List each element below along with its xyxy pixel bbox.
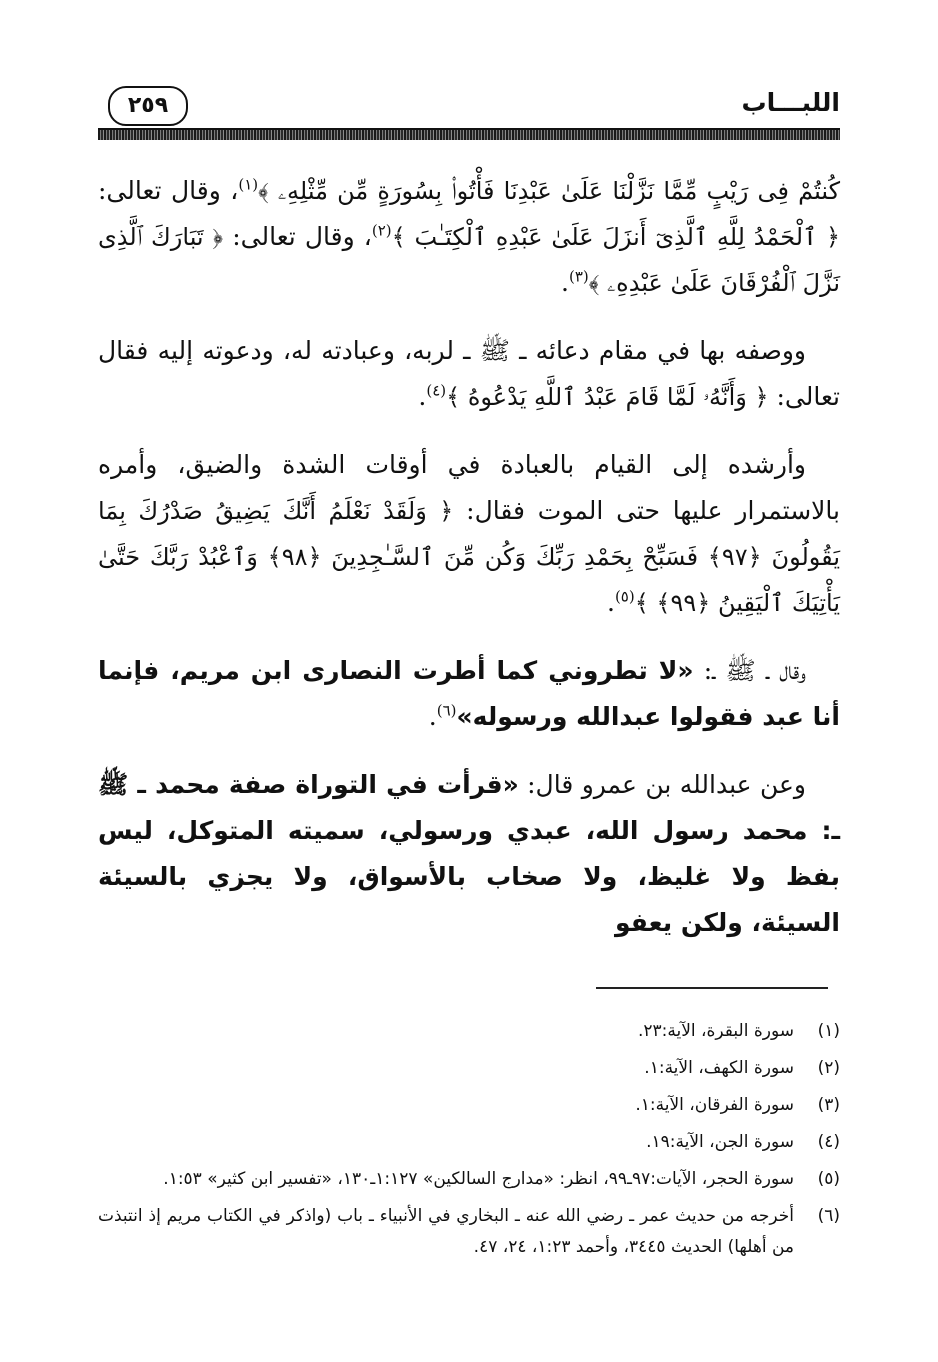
footnote-number: (٢) <box>817 1058 840 1078</box>
footnote-item <box>98 1127 840 1158</box>
footnote-ref[interactable]: (٦) <box>436 701 457 720</box>
footnote-text: سورة الكهف، الآية:١. <box>644 1058 794 1078</box>
text-run: ووصفه بها في مقام دعائه ـ ﷺ ـ لربه، وعبادته له، ودعوته إليه فقال تعالى: <box>98 336 840 411</box>
text-run: ، وقال تعالى: <box>98 176 239 205</box>
quran-verse: ﴿ ٱلْحَمْدُ لِلَّهِ ٱلَّذِىٓ أَنزَلَ عَلَىٰ عَبْدِهِ ٱلْكِتَـٰبَ ﴾ <box>391 223 841 251</box>
footnote-ref[interactable]: (٤) <box>426 381 447 400</box>
footnote-text: سورة الحجر، الآيات:٩٧ـ٩٩، انظر: «مدارج السالكين» ١:١٢٧ـ١٣٠، «تفسير ابن كثير» ١:٥٣. <box>163 1169 794 1189</box>
running-title: اللبـــاب <box>741 88 840 117</box>
text-run: وعن عبدالله بن عمرو قال: <box>518 770 806 799</box>
text-run: . <box>561 268 569 297</box>
footnote-number: (٣) <box>817 1095 840 1115</box>
footnote-ref[interactable]: (٣) <box>568 267 589 286</box>
text-run: . <box>606 588 615 617</box>
header-decorative-band <box>98 130 840 140</box>
footnote-number: (٤) <box>817 1132 840 1152</box>
footnote-item <box>98 1090 840 1121</box>
footnote-item <box>98 1053 840 1084</box>
footnote-item <box>98 1164 840 1195</box>
footnote-number: (١) <box>817 1021 840 1041</box>
text-run: وقال ـ ﷺ ـ: <box>693 656 806 685</box>
text-run: . <box>428 702 437 731</box>
paragraph-1 <box>98 168 840 306</box>
quran-verse: كُنتُمْ فِى رَيْبٍ مِّمَّا نَزَّلْنَا عَلَىٰ عَبْدِنَا فَأْتُوا۟ بِسُورَةٍ مِّن مِّثْلِهِۦ ﴾ <box>258 177 840 205</box>
footnote-number: (٦) <box>817 1206 840 1226</box>
footnote-item <box>98 1201 840 1263</box>
quran-verse: ﴿ وَأَنَّهُۥ لَمَّا قَامَ عَبْدُ ٱللَّهِ يَدْعُوهُ ﴾ <box>446 383 769 411</box>
hadith-quote: «قرأت في التوراة صفة محمد ـ ﷺ ـ: محمد رسول الله، عبدي ورسولي، سميته المتوكل، ليس بفظ ولا غليظ، ولا صخاب بالأسواق، ولا يجزي بالسيئة السيئة، ولكن يعفو <box>98 770 840 937</box>
footnote-text: سورة الجن، الآية:١٩. <box>646 1132 794 1152</box>
quran-verse: ﴿ وَلَقَدْ نَعْلَمُ أَنَّكَ يَضِيقُ صَدْرُكَ بِمَا يَقُولُونَ ﴿٩٧﴾ فَسَبِّحْ بِحَمْدِ رَبِّكَ وَكُن مِّنَ ٱلسَّـٰجِدِينَ ﴿٩٨﴾ وَٱعْبُدْ رَبَّكَ حَتَّىٰ يَأْتِيَكَ ٱلْيَقِينُ ﴿٩٩﴾ ﴾ <box>98 497 841 617</box>
text-run: وأرشده إلى القيام بالعبادة في أوقات الشدة والضيق، وأمره بالاستمرار عليها حتى الموت فقال: <box>98 450 840 525</box>
footnotes <box>98 1016 840 1269</box>
footnote-item <box>98 1016 840 1047</box>
paragraph-5 <box>98 762 840 946</box>
paragraph-2 <box>98 328 840 420</box>
footnote-number: (٥) <box>817 1169 840 1189</box>
footnote-ref[interactable]: (٢) <box>371 221 392 240</box>
footnote-text: سورة الفرقان، الآية:١. <box>635 1095 794 1115</box>
paragraph-3 <box>98 442 840 626</box>
paragraph-4 <box>98 648 840 740</box>
footnote-text: أخرجه من حديث عمر ـ رضي الله عنه ـ البخاري في الأنبياء ـ باب (واذكر في الكتاب مريم إذ انتبذت من أهلها) الحديث ٣٤٤٥، وأحمد ١:٢٣، ٢٤، ٤٧. <box>98 1206 794 1257</box>
quran-verse: ﴿ تَبَارَكَ ٱلَّذِى نَزَّلَ ٱلْفُرْقَانَ عَلَىٰ عَبْدِهِۦ ﴾ <box>98 223 840 297</box>
footnote-ref[interactable]: (٥) <box>614 587 635 606</box>
text-run: ، وقال تعالى: <box>223 222 372 251</box>
page-number-badge: ٢٥٩ <box>108 86 188 126</box>
hadith-quote: «لا تطروني كما أطرت النصارى ابن مريم، فإنما أنا عبد فقولوا عبدالله ورسوله» <box>98 656 840 731</box>
footnote-separator <box>596 987 828 989</box>
main-text <box>98 168 840 968</box>
text-run: . <box>418 382 427 411</box>
footnote-ref[interactable]: (١) <box>238 175 259 194</box>
footnote-text: سورة البقرة، الآية:٢٣. <box>637 1021 794 1041</box>
